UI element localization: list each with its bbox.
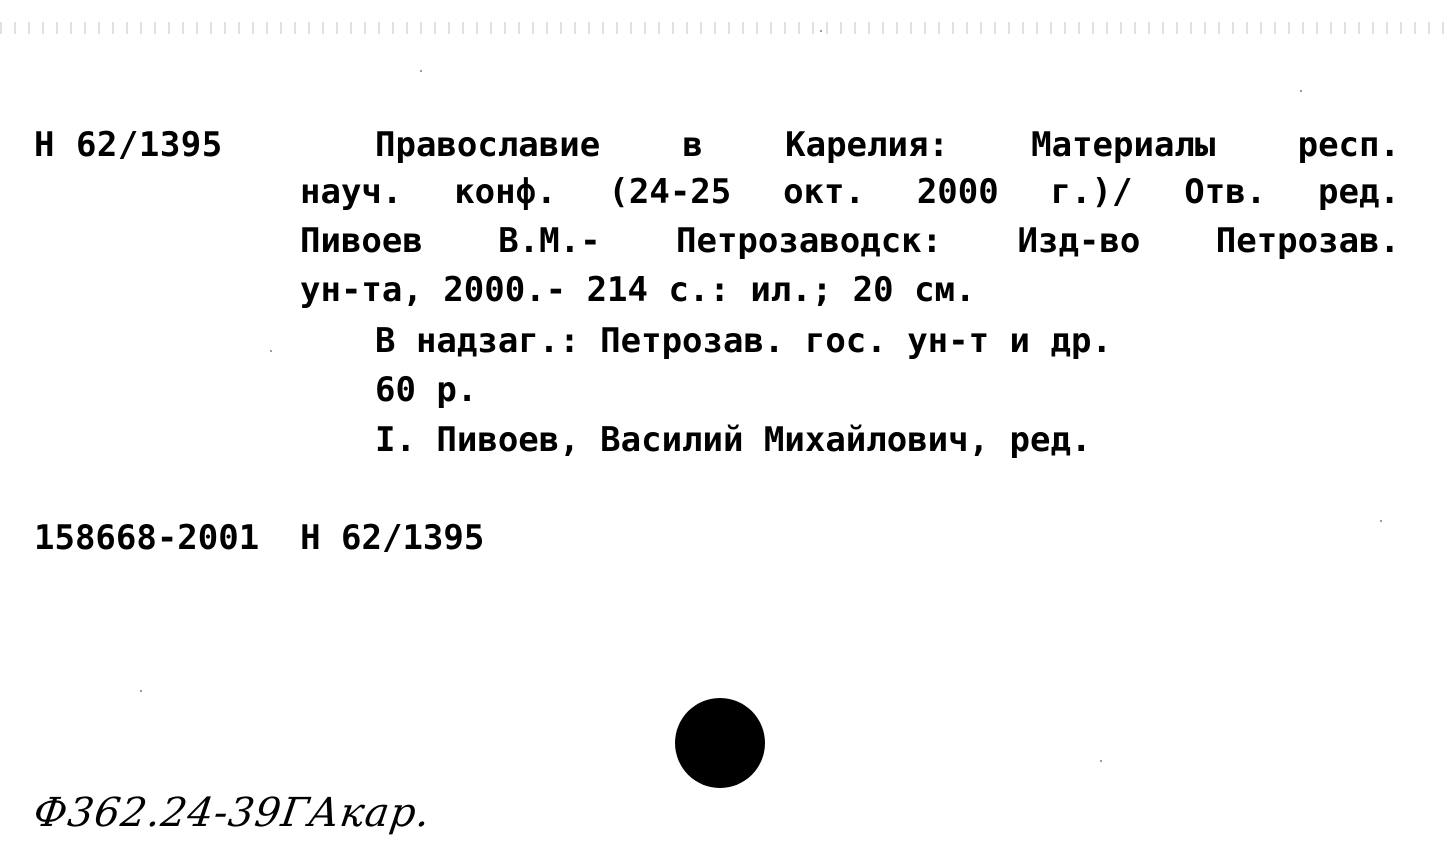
title-line-3 [300,221,1400,261]
title-word: ред. [1318,172,1400,212]
title-word: Отв. [1184,172,1267,212]
title-word: г.)/ [1050,172,1133,212]
title-word: конф. [454,172,557,212]
scan-speck [420,70,422,72]
scan-speck [1100,760,1102,762]
title-word: респ. [1297,125,1400,165]
title-word: в [682,125,703,165]
title-word: науч. [300,172,403,212]
scan-speck [1300,90,1302,92]
scan-speck [270,350,272,352]
title-word: Петрозав. [1215,221,1400,261]
punch-hole [675,698,765,788]
title-word: Православие [375,125,601,165]
title-word: (24-25 [608,172,732,212]
title-word: Материалы [1031,125,1216,165]
title-word: Петрозаводск: [676,221,943,261]
title-line-1 [375,125,1400,165]
note-line: В надзаг.: Петрозав. гос. ун-т и др. [375,321,1112,361]
title-word: Пивоев [300,221,423,261]
title-word: Карелия: [785,125,949,165]
imprint-line: ун-та, 2000.- 214 с.: ил.; 20 см. [300,270,976,310]
price-line: 60 р. [375,370,478,410]
editor-line: I. Пивоев, Василий Михайлович, ред. [375,420,1092,460]
scan-speck [820,30,822,32]
scan-noise-line [0,22,1450,34]
title-word: Изд-во [1017,221,1141,261]
handwritten-note: Ф362.24-39ГАкар. [30,790,434,836]
title-word: В.М.- [498,221,601,261]
accession-number: 158668-2001 Н 62/1395 [34,518,485,558]
title-word: 2000 [916,172,999,212]
scan-speck [140,690,142,692]
title-line-2 [300,172,1400,212]
title-word: окт. [783,172,865,212]
call-number: Н 62/1395 [34,125,223,165]
scan-speck [1380,520,1382,522]
